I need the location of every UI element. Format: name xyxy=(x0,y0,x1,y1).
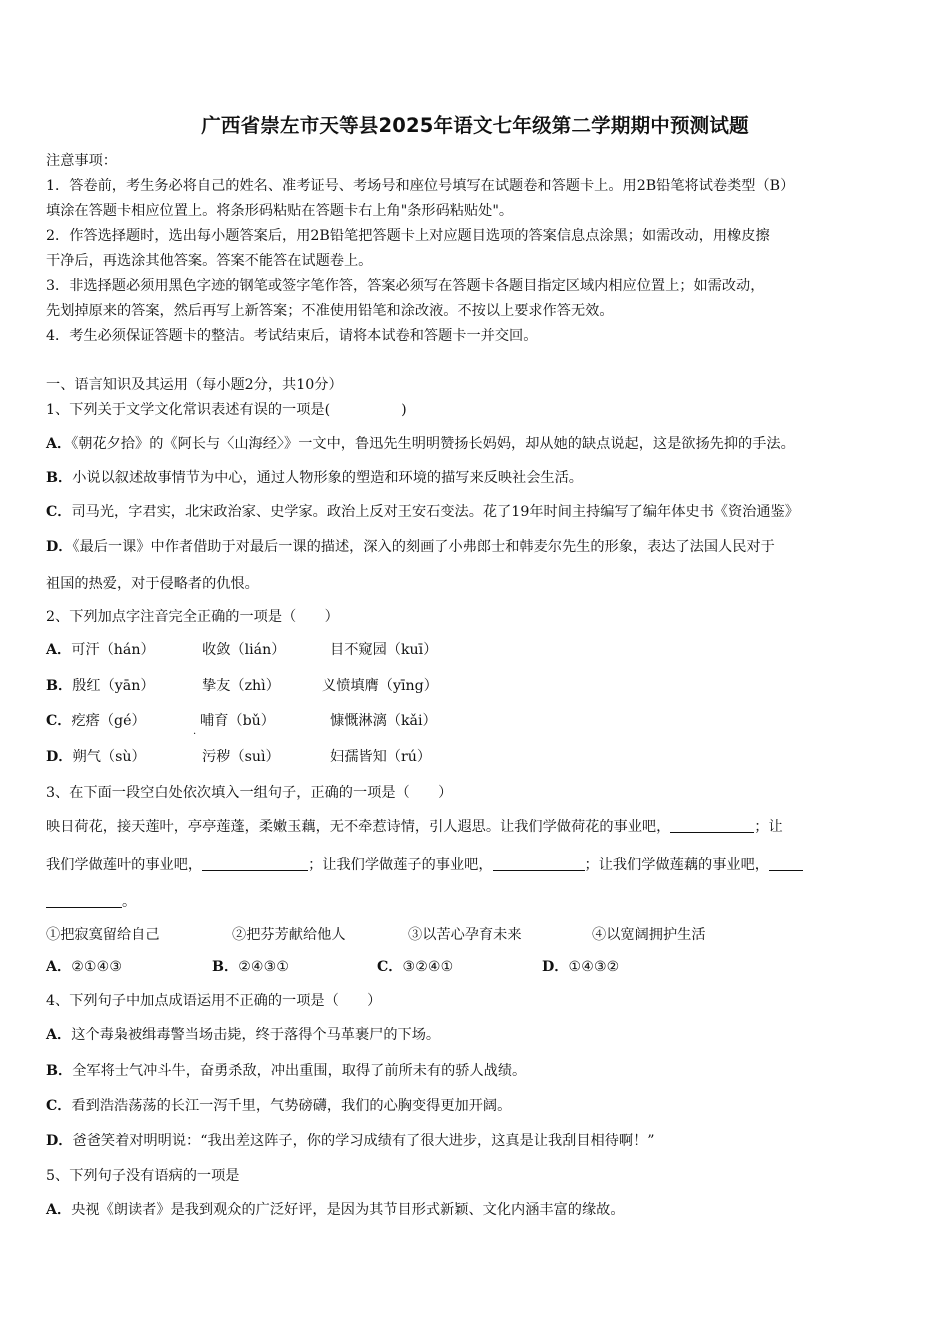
q3-stem: 3、在下面一段空白处依次填入一组句子，正确的一项是（ ） xyxy=(46,785,453,801)
note-line-1: 1．答卷前，考生务必将自己的姓名、准考证号、考场号和座位号填写在试题卷和答题卡上。用2B铅笔将试卷类型（B） xyxy=(46,178,795,194)
q3-passage-line1 xyxy=(46,818,783,836)
emphasis-dot: . xyxy=(193,726,197,737)
option-text: 《朝花夕拾》的《阿长与〈山海经〉》一文中，鲁迅先生明明赞扬长妈妈，却从她的缺点说起，这是欲扬先抑的手法。 xyxy=(71,436,795,452)
note-line-5: 3．非选择题必须用黑色字迹的钢笔或签字笔作答，答案必须写在答题卡各题目指定区域内相应位置上；如需改动， xyxy=(46,278,765,294)
q2-d-2: 污秽（suì） xyxy=(202,749,280,765)
option-letter: C． xyxy=(46,713,72,729)
option-letter: A． xyxy=(46,1027,72,1043)
q4-option-d xyxy=(46,1132,655,1150)
note-line-4: 干净后，再选涂其他答案。答案不能答在试题卷上。 xyxy=(46,253,373,269)
q2-a-3: 目不窥园（kuī） xyxy=(330,642,438,658)
option-text: ③②④① xyxy=(402,959,454,975)
option-letter: A． xyxy=(46,642,72,658)
q3-passage-text2b: ；让我们学做莲子的事业吧， xyxy=(308,857,493,873)
option-text: 朔气（sù） xyxy=(72,749,146,765)
fill-blank-1[interactable] xyxy=(670,818,754,833)
option-letter: C． xyxy=(46,1098,72,1114)
option-text: 可汗（hán） xyxy=(71,642,155,658)
q3-item-3: ③以苦心孕育未来 xyxy=(408,927,522,943)
option-text: 这个毒枭被缉毒警当场击毙，终于落得个马革裹尸的下场。 xyxy=(71,1027,441,1043)
q2-b-3: 义愤填膺（yīng） xyxy=(322,678,438,694)
option-letter: D． xyxy=(542,959,569,975)
q3-option-c xyxy=(377,958,453,976)
note-line-7: 4．考生必须保证答题卡的整洁。考试结束后，请将本试卷和答题卡一并交回。 xyxy=(46,328,538,344)
q2-stem: 2、下列加点字注音完全正确的一项是（ ） xyxy=(46,609,339,625)
q3-passage-text1: 映日荷花，接天莲叶，亭亭莲蓬，柔嫩玉藕，无不牵惹诗情，引人遐思。让我们学做荷花的事业吧， xyxy=(46,819,671,835)
q1-option-b xyxy=(46,469,583,487)
option-letter: B． xyxy=(46,678,73,694)
option-letter: A． xyxy=(46,436,72,452)
option-letter: C． xyxy=(46,504,72,520)
option-text: 《最后一课》中作者借助于对最后一课的描述，深入的刻画了小弗郎士和韩麦尔先生的形象，表达了法国人民对于 xyxy=(72,539,775,555)
q1-option-a xyxy=(46,435,795,453)
option-text: 疙瘩（gé） xyxy=(71,713,146,729)
q2-c-1 xyxy=(46,712,146,730)
q1-option-d-line2: 祖国的热爱，对于侵略者的仇恨。 xyxy=(46,576,259,592)
exam-title: 广西省崇左市天等县2025年语文七年级第二学期期中预测试题 xyxy=(201,114,749,137)
q3-item-4: ④以宽阔拥护生活 xyxy=(592,927,706,943)
q2-c-2: 哺育（bǔ） xyxy=(200,713,275,729)
option-letter: B． xyxy=(212,959,239,975)
option-letter: A． xyxy=(46,959,72,975)
note-line-3: 2．作答选择题时，选出每小题答案后，用2B铅笔把答题卡上对应题目选项的答案信息点涂黑；如需改动，用橡皮擦 xyxy=(46,228,770,244)
q2-a-2: 收敛（lián） xyxy=(202,642,286,658)
q4-option-c xyxy=(46,1097,511,1115)
q2-c-3: 慷慨淋漓（kǎi） xyxy=(330,713,437,729)
q3-item-2: ②把芬芳献给他人 xyxy=(232,927,346,943)
q3-passage-text1-tail: ；让 xyxy=(754,819,783,835)
notes-heading: 注意事项： xyxy=(46,153,117,169)
q3-passage-line3 xyxy=(46,893,136,911)
note-line-6: 先划掉原来的答案，然后再写上新答案；不准使用铅笔和涂改液。不按以上要求作答无效。 xyxy=(46,303,614,319)
option-letter: B． xyxy=(46,470,73,486)
option-letter: A． xyxy=(46,1202,72,1218)
q1-option-d-line1 xyxy=(46,538,775,556)
option-text: ②①④③ xyxy=(71,959,123,975)
section-heading: 一、语言知识及其运用（每小题2分，共10分） xyxy=(46,377,343,393)
q3-passage-text2c: ；让我们学做莲藕的事业吧， xyxy=(584,857,769,873)
q5-option-a xyxy=(46,1201,625,1219)
option-text: 司马光，字君实，北宋政治家、史学家。政治上反对王安石变法。花了19年时间主持编写了编年体史书《资治通鉴》 xyxy=(71,504,799,520)
fill-blank-4-start[interactable] xyxy=(769,856,803,871)
note-line-2: 填涂在答题卡相应位置上。将条形码粘贴在答题卡右上角"条形码粘贴处"。 xyxy=(46,203,514,219)
option-letter: C． xyxy=(377,959,403,975)
option-letter: D． xyxy=(46,749,73,765)
q4-stem: 4、下列句子中加点成语运用不正确的一项是（ ） xyxy=(46,993,382,1009)
fill-blank-3[interactable] xyxy=(493,856,585,871)
option-text: 殷红（yān） xyxy=(72,678,155,694)
q3-item-1: ①把寂寞留给自己 xyxy=(46,927,160,943)
fill-blank-2[interactable] xyxy=(202,856,308,871)
option-letter: B． xyxy=(46,1063,73,1079)
option-text: 央视《朗读者》是我到观众的广泛好评，是因为其节目形式新颖、文化内涵丰富的缘故。 xyxy=(71,1202,625,1218)
fill-blank-4-end[interactable] xyxy=(46,893,122,908)
q2-a-1 xyxy=(46,641,155,659)
q2-d-3: 妇孺皆知（rú） xyxy=(330,749,432,765)
option-letter: D． xyxy=(46,539,73,555)
q3-passage-text2a: 我们学做莲叶的事业吧， xyxy=(46,857,203,873)
option-text: 小说以叙述故事情节为中心，通过人物形象的塑造和环境的描写来反映社会生活。 xyxy=(72,470,583,486)
q1-option-c xyxy=(46,503,799,521)
option-letter: D． xyxy=(46,1133,73,1149)
q4-option-a xyxy=(46,1026,440,1044)
option-text: ①④③② xyxy=(568,959,620,975)
q3-option-b xyxy=(212,958,289,976)
q2-d-1 xyxy=(46,748,146,766)
q5-stem: 5、下列句子没有语病的一项是 xyxy=(46,1168,240,1184)
q2-b-2: 挚友（zhì） xyxy=(202,678,280,694)
q3-option-a xyxy=(46,958,122,976)
option-text: 爸爸笑着对明明说：“我出差这阵子，你的学习成绩有了很大进步，这真是让我刮目相待啊！” xyxy=(72,1133,655,1149)
q3-passage-end: 。 xyxy=(122,894,137,910)
q3-passage-line2 xyxy=(46,856,803,874)
option-text: 全军将士气冲斗牛，奋勇杀敌，冲出重围，取得了前所未有的骄人战绩。 xyxy=(72,1063,527,1079)
option-text: 看到浩浩荡荡的长江一泻千里，气势磅礴，我们的心胸变得更加开阔。 xyxy=(71,1098,512,1114)
q3-option-d xyxy=(542,958,619,976)
q2-b-1 xyxy=(46,677,155,695)
option-text: ②④③① xyxy=(238,959,290,975)
q4-option-b xyxy=(46,1062,526,1080)
q1-stem: 1、下列关于文学文化常识表述有误的一项是( ) xyxy=(46,402,407,418)
